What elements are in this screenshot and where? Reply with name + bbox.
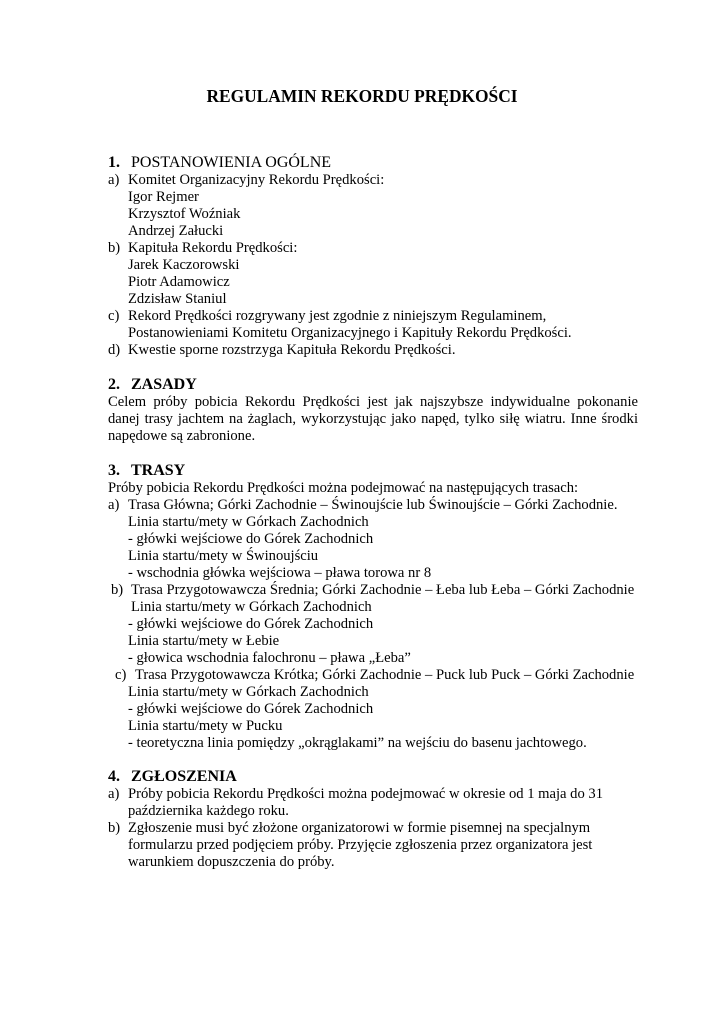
name-line: Igor Rejmer	[128, 189, 199, 205]
list-marker: a)	[108, 172, 120, 188]
name-line: Piotr Adamowicz	[128, 274, 230, 290]
section-title: ZASADY	[131, 376, 197, 393]
paragraph-line: Celem próby pobicia Rekordu Prędkości jest jak najszybsze indywidualne pokonanie	[108, 394, 638, 410]
list-item-text: Kapituła Rekordu Prędkości:	[128, 240, 298, 256]
list-item-text: Komitet Organizacyjny Rekordu Prędkości:	[128, 172, 385, 188]
list-item	[108, 786, 638, 803]
route-detail: - główki wejściowe do Górek Zachodnich	[128, 531, 374, 547]
list-marker: b)	[108, 820, 121, 836]
list-item-text: Kwestie sporne rozstrzyga Kapituła Rekordu Prędkości.	[128, 342, 456, 358]
list-item	[115, 667, 645, 684]
list-item	[111, 582, 641, 599]
section-heading	[108, 767, 638, 786]
route-detail: Linia startu/mety w Łebie	[128, 633, 280, 649]
section-general-provisions	[108, 153, 638, 359]
paragraph-line: danej trasy jachtem na żaglach, wykorzystując jako napęd, tylko siłę wiatru. Inne środki	[108, 411, 638, 427]
name-line: Zdzisław Staniul	[128, 291, 227, 307]
section-title: TRASY	[131, 462, 186, 479]
list-marker: c)	[115, 667, 127, 683]
section-intro: Próby pobicia Rekordu Prędkości można podejmować na następujących trasach:	[108, 480, 579, 496]
route-detail: - wschodnia główka wejściowa – pława torowa nr 8	[128, 565, 432, 581]
section-number: 3.	[108, 462, 120, 479]
section-applications	[108, 767, 638, 871]
list-item	[108, 240, 638, 257]
list-item-text: Próby pobicia Rekordu Prędkości można podejmować w okresie od 1 maja do 31	[128, 786, 604, 802]
section-title: ZGŁOSZENIA	[131, 768, 237, 785]
list-marker: d)	[108, 342, 121, 358]
list-marker: c)	[108, 308, 120, 324]
section-heading	[108, 153, 638, 172]
list-marker: b)	[111, 582, 124, 598]
route-detail: - główki wejściowe do Górek Zachodnich	[128, 701, 374, 717]
route-detail: Linia startu/mety w Górkach Zachodnich	[128, 684, 369, 700]
route-detail: - główki wejściowe do Górek Zachodnich	[128, 616, 374, 632]
document-title: REGULAMIN REKORDU PRĘDKOŚCI	[206, 86, 518, 106]
list-item-text: Trasa Przygotowawcza Krótka; Górki Zachodnie – Puck lub Puck – Górki Zachodnie	[135, 667, 635, 683]
route-detail: Linia startu/mety w Górkach Zachodnich	[128, 514, 369, 530]
list-item-continuation: formularzu przed podjęciem próby. Przyjęcie zgłoszenia przez organizatora jest	[128, 837, 593, 853]
route-detail: - teoretyczna linia pomiędzy „okrąglakami” na wejściu do basenu jachtowego.	[128, 735, 587, 751]
list-item-text: Zgłoszenie musi być złożone organizatorowi w formie pisemnej na specjalnym	[128, 820, 591, 836]
section-heading	[108, 375, 638, 394]
name-line: Krzysztof Woźniak	[128, 206, 241, 222]
name-line: Andrzej Załucki	[128, 223, 224, 239]
list-item-continuation: października każdego roku.	[128, 803, 289, 819]
name-line: Jarek Kaczorowski	[128, 257, 240, 273]
section-routes	[108, 461, 638, 752]
paragraph-line: napędowe są zabronione.	[108, 428, 256, 444]
list-item	[108, 308, 638, 325]
list-item	[108, 497, 638, 514]
list-item-text: Trasa Główna; Górki Zachodnie – Świnoujście lub Świnoujście – Górki Zachodnie.	[128, 497, 618, 513]
route-detail: Linia startu/mety w Pucku	[128, 718, 283, 734]
section-heading	[108, 461, 638, 480]
list-item-text: Trasa Przygotowawcza Średnia; Górki Zachodnie – Łeba lub Łeba – Górki Zachodnie	[131, 582, 635, 598]
list-item	[108, 172, 638, 189]
section-number: 2.	[108, 376, 120, 393]
list-item-continuation: warunkiem dopuszczenia do próby.	[128, 854, 335, 870]
list-marker: a)	[108, 497, 120, 513]
route-detail: - głowica wschodnia falochronu – pława „Łeba”	[128, 650, 411, 666]
list-item-text: Rekord Prędkości rozgrywany jest zgodnie z niniejszym Regulaminem,	[128, 308, 547, 324]
list-item	[108, 820, 638, 837]
section-number: 4.	[108, 768, 120, 785]
route-detail: Linia startu/mety w Świnoujściu	[128, 548, 319, 564]
section-title: POSTANOWIENIA OGÓLNE	[131, 154, 332, 171]
list-item-continuation: Postanowieniami Komitetu Organizacyjnego i Kapituły Rekordu Prędkości.	[128, 325, 572, 341]
list-item	[108, 342, 638, 359]
section-number: 1.	[108, 154, 120, 171]
route-detail: Linia startu/mety w Górkach Zachodnich	[131, 599, 372, 615]
section-rules	[108, 375, 638, 445]
list-marker: b)	[108, 240, 121, 256]
list-marker: a)	[108, 786, 120, 802]
